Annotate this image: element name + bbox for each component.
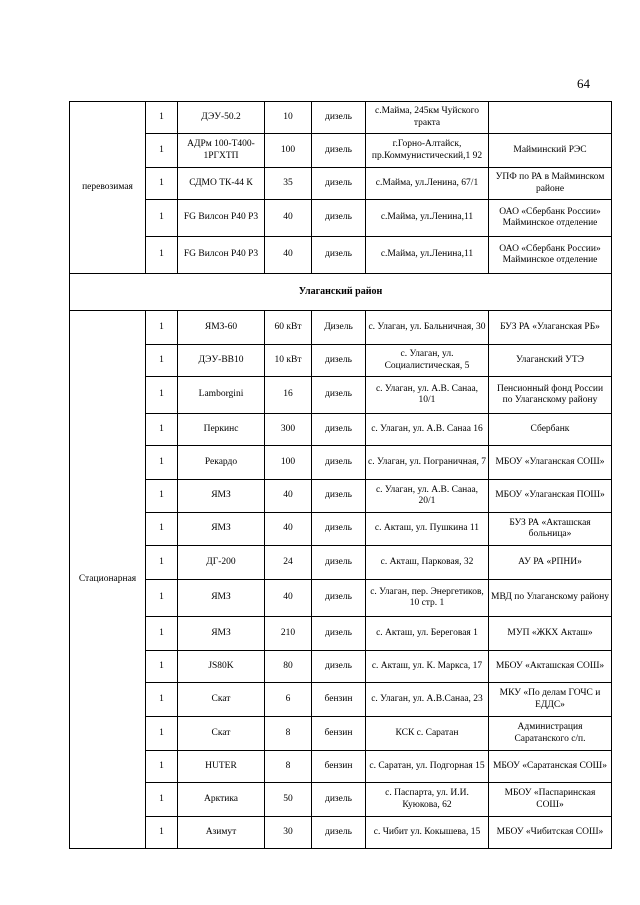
power-cell: 10 кВт bbox=[265, 345, 312, 377]
power-cell: 100 bbox=[265, 134, 312, 168]
qty-cell: 1 bbox=[146, 513, 178, 546]
table-row bbox=[70, 817, 612, 849]
power-cell: 300 bbox=[265, 414, 312, 446]
power-cell: 35 bbox=[265, 168, 312, 200]
power-cell: 40 bbox=[265, 237, 312, 274]
table-row bbox=[70, 377, 612, 414]
table-row bbox=[70, 134, 612, 168]
model-cell: HUTER bbox=[178, 751, 265, 783]
fuel-cell: дизель bbox=[312, 414, 366, 446]
location-cell: с. Улаган, ул. А.В. Санаа, 10/1 bbox=[366, 377, 489, 414]
owner-cell: МБОУ «Паспаринская СОШ» bbox=[489, 783, 612, 817]
location-cell: с. Акташ, ул. Береговая 1 bbox=[366, 617, 489, 651]
power-cell: 10 bbox=[265, 102, 312, 134]
table-row bbox=[70, 102, 612, 134]
model-cell: FG Вилсон Р40 Р3 bbox=[178, 200, 265, 237]
model-cell: ЯМЗ-60 bbox=[178, 311, 265, 345]
fuel-cell: дизель bbox=[312, 377, 366, 414]
location-cell: с. Улаган, ул. А.В. Санаа 16 bbox=[366, 414, 489, 446]
fuel-cell: дизель bbox=[312, 237, 366, 274]
location-cell: с. Акташ, ул. К. Маркса, 17 bbox=[366, 651, 489, 683]
fuel-cell: дизель bbox=[312, 200, 366, 237]
power-cell: 80 bbox=[265, 651, 312, 683]
fuel-cell: бензин bbox=[312, 751, 366, 783]
qty-cell: 1 bbox=[146, 817, 178, 849]
model-cell: Скат bbox=[178, 683, 265, 717]
power-cell: 16 bbox=[265, 377, 312, 414]
table-row bbox=[70, 345, 612, 377]
model-cell: FG Вилсон Р40 Р3 bbox=[178, 237, 265, 274]
group-label-cell: перевозимая bbox=[70, 102, 146, 274]
table-row bbox=[70, 311, 612, 345]
qty-cell: 1 bbox=[146, 102, 178, 134]
location-cell: с. Улаган, ул. Пограничная, 7 bbox=[366, 446, 489, 480]
generators-table bbox=[69, 101, 612, 849]
model-cell: Арктика bbox=[178, 783, 265, 817]
qty-cell: 1 bbox=[146, 683, 178, 717]
table-row bbox=[70, 651, 612, 683]
fuel-cell: дизель bbox=[312, 651, 366, 683]
model-cell: Скат bbox=[178, 717, 265, 751]
owner-cell: МУП «ЖКХ Акташ» bbox=[489, 617, 612, 651]
table-row bbox=[70, 446, 612, 480]
owner-cell: ОАО «Сбербанк России» Майминское отделение bbox=[489, 237, 612, 274]
owner-cell: БУЗ РА «Акташская больница» bbox=[489, 513, 612, 546]
model-cell: СДМО ТК-44 К bbox=[178, 168, 265, 200]
location-cell: с. Улаган, ул. А.В. Санаа, 20/1 bbox=[366, 480, 489, 513]
location-cell: с. Улаган, ул. Бальничная, 30 bbox=[366, 311, 489, 345]
fuel-cell: дизель bbox=[312, 480, 366, 513]
qty-cell: 1 bbox=[146, 546, 178, 580]
location-cell: с.Майма, ул.Ленина,11 bbox=[366, 200, 489, 237]
power-cell: 100 bbox=[265, 446, 312, 480]
qty-cell: 1 bbox=[146, 446, 178, 480]
qty-cell: 1 bbox=[146, 480, 178, 513]
model-cell: Lamborgini bbox=[178, 377, 265, 414]
owner-cell bbox=[489, 102, 612, 134]
model-cell: JS80K bbox=[178, 651, 265, 683]
fuel-cell: Дизель bbox=[312, 311, 366, 345]
owner-cell: Сбербанк bbox=[489, 414, 612, 446]
power-cell: 60 кВт bbox=[265, 311, 312, 345]
owner-cell: МВД по Улаганскому району bbox=[489, 580, 612, 617]
power-cell: 210 bbox=[265, 617, 312, 651]
fuel-cell: дизель bbox=[312, 546, 366, 580]
power-cell: 6 bbox=[265, 683, 312, 717]
model-cell: ЯМЗ bbox=[178, 580, 265, 617]
location-cell: г.Горно-Алтайск, пр.Коммунистический,1 92 bbox=[366, 134, 489, 168]
fuel-cell: дизель bbox=[312, 345, 366, 377]
qty-cell: 1 bbox=[146, 414, 178, 446]
location-cell: с.Майма, ул.Ленина, 67/1 bbox=[366, 168, 489, 200]
fuel-cell: дизель bbox=[312, 168, 366, 200]
owner-cell: МБОУ «Улаганская ПОШ» bbox=[489, 480, 612, 513]
table-row bbox=[70, 683, 612, 717]
table-row bbox=[70, 168, 612, 200]
fuel-cell: дизель bbox=[312, 134, 366, 168]
model-cell: ДЭУ-ВВ10 bbox=[178, 345, 265, 377]
table-row bbox=[70, 237, 612, 274]
power-cell: 40 bbox=[265, 200, 312, 237]
location-cell: с. Чибит ул. Кокышева, 15 bbox=[366, 817, 489, 849]
power-cell: 50 bbox=[265, 783, 312, 817]
table-row bbox=[70, 414, 612, 446]
fuel-cell: бензин bbox=[312, 683, 366, 717]
location-cell: с. Паспарта, ул. И.И. Куюкова, 62 bbox=[366, 783, 489, 817]
fuel-cell: дизель bbox=[312, 817, 366, 849]
table-row bbox=[70, 783, 612, 817]
owner-cell: Администрация Саратанского с/п. bbox=[489, 717, 612, 751]
owner-cell: АУ РА «РПНИ» bbox=[489, 546, 612, 580]
location-cell: КСК с. Саратан bbox=[366, 717, 489, 751]
location-cell: с.Майма, ул.Ленина,11 bbox=[366, 237, 489, 274]
model-cell: Азимут bbox=[178, 817, 265, 849]
qty-cell: 1 bbox=[146, 237, 178, 274]
location-cell: с. Улаган, ул. А.В.Санаа, 23 bbox=[366, 683, 489, 717]
section-heading: Улаганский район bbox=[70, 274, 612, 311]
qty-cell: 1 bbox=[146, 617, 178, 651]
qty-cell: 1 bbox=[146, 783, 178, 817]
page-number: 64 bbox=[577, 76, 590, 91]
owner-cell: МБОУ «Улаганская СОШ» bbox=[489, 446, 612, 480]
table-row bbox=[70, 546, 612, 580]
model-cell: ЯМЗ bbox=[178, 513, 265, 546]
model-cell: Рекардо bbox=[178, 446, 265, 480]
fuel-cell: дизель bbox=[312, 446, 366, 480]
model-cell: Перкинс bbox=[178, 414, 265, 446]
fuel-cell: дизель bbox=[312, 617, 366, 651]
fuel-cell: бензин bbox=[312, 717, 366, 751]
qty-cell: 1 bbox=[146, 717, 178, 751]
power-cell: 24 bbox=[265, 546, 312, 580]
qty-cell: 1 bbox=[146, 751, 178, 783]
owner-cell: Майминский РЭС bbox=[489, 134, 612, 168]
location-cell: с. Саратан, ул. Подгорная 15 bbox=[366, 751, 489, 783]
model-cell: ЯМЗ bbox=[178, 617, 265, 651]
location-cell: с. Улаган, ул. Социалистическая, 5 bbox=[366, 345, 489, 377]
owner-cell: МБОУ «Саратанская СОШ» bbox=[489, 751, 612, 783]
location-cell: с.Майма, 245км Чуйского тракта bbox=[366, 102, 489, 134]
owner-cell: МБОУ «Акташская СОШ» bbox=[489, 651, 612, 683]
group-label-cell: Стационарная bbox=[70, 311, 146, 849]
owner-cell: Улаганский УТЭ bbox=[489, 345, 612, 377]
location-cell: с. Акташ, ул. Пушкина 11 bbox=[366, 513, 489, 546]
power-cell: 40 bbox=[265, 480, 312, 513]
owner-cell: УПФ по РА в Майминском районе bbox=[489, 168, 612, 200]
owner-cell: БУЗ РА «Улаганская РБ» bbox=[489, 311, 612, 345]
table-row bbox=[70, 480, 612, 513]
model-cell: АДРм 100-Т400-1РГХТП bbox=[178, 134, 265, 168]
fuel-cell: дизель bbox=[312, 513, 366, 546]
model-cell: ЯМЗ bbox=[178, 480, 265, 513]
qty-cell: 1 bbox=[146, 580, 178, 617]
table-row bbox=[70, 617, 612, 651]
owner-cell: Пенсионный фонд России по Улаганскому району bbox=[489, 377, 612, 414]
table-row bbox=[70, 200, 612, 237]
power-cell: 40 bbox=[265, 513, 312, 546]
qty-cell: 1 bbox=[146, 168, 178, 200]
table-row bbox=[70, 513, 612, 546]
power-cell: 40 bbox=[265, 580, 312, 617]
power-cell: 8 bbox=[265, 751, 312, 783]
qty-cell: 1 bbox=[146, 311, 178, 345]
power-cell: 8 bbox=[265, 717, 312, 751]
model-cell: ДЭУ-50.2 bbox=[178, 102, 265, 134]
fuel-cell: дизель bbox=[312, 102, 366, 134]
fuel-cell: дизель bbox=[312, 783, 366, 817]
qty-cell: 1 bbox=[146, 200, 178, 237]
section-heading-row bbox=[70, 274, 612, 311]
owner-cell: МБОУ «Чибитская СОШ» bbox=[489, 817, 612, 849]
fuel-cell: дизель bbox=[312, 580, 366, 617]
model-cell: ДГ-200 bbox=[178, 546, 265, 580]
qty-cell: 1 bbox=[146, 134, 178, 168]
table-row bbox=[70, 751, 612, 783]
location-cell: с. Улаган, пер. Энергетиков, 10 стр. 1 bbox=[366, 580, 489, 617]
owner-cell: ОАО «Сбербанк России» Майминское отделение bbox=[489, 200, 612, 237]
owner-cell: МКУ «По делам ГОЧС и ЕДДС» bbox=[489, 683, 612, 717]
qty-cell: 1 bbox=[146, 377, 178, 414]
qty-cell: 1 bbox=[146, 651, 178, 683]
table-row bbox=[70, 717, 612, 751]
qty-cell: 1 bbox=[146, 345, 178, 377]
table-body bbox=[70, 102, 612, 849]
table-row bbox=[70, 580, 612, 617]
power-cell: 30 bbox=[265, 817, 312, 849]
location-cell: с. Акташ, Парковая, 32 bbox=[366, 546, 489, 580]
